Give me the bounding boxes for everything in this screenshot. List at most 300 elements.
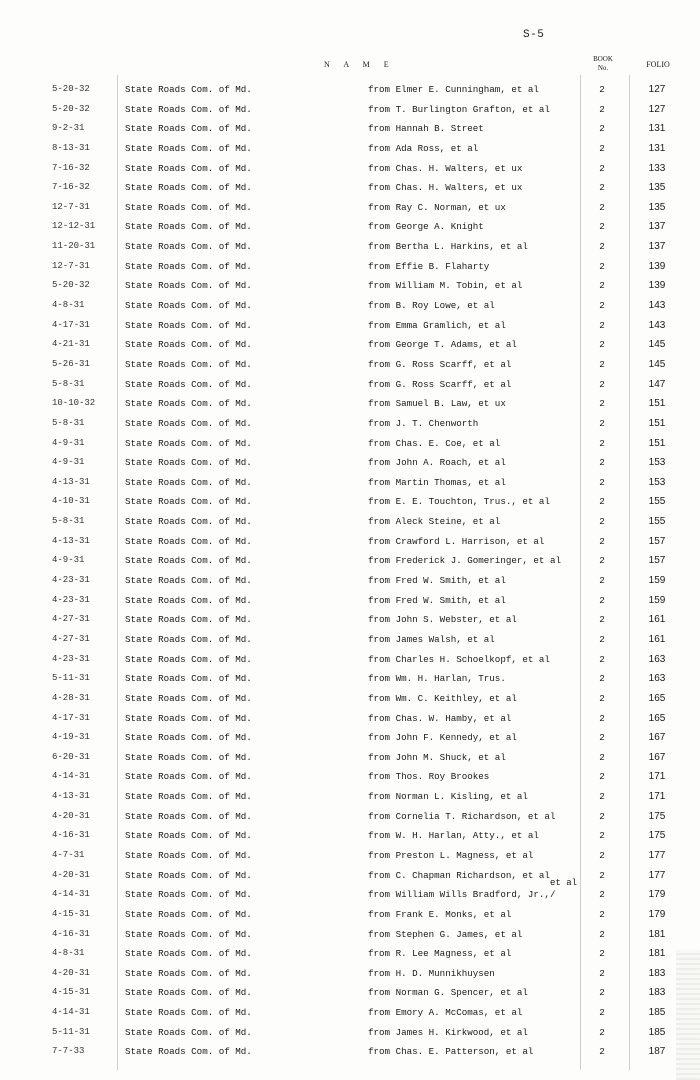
entry-grantee: State Roads Com. of Md. [125, 535, 252, 547]
entry-date: 4-21-31 [52, 339, 90, 350]
entry-grantor: from Bertha L. Harkins, et al [368, 241, 528, 253]
entry-grantee: State Roads Com. of Md. [125, 417, 252, 429]
entry-book-number: 2 [599, 712, 605, 724]
entry-book-number: 2 [599, 201, 605, 213]
entry-grantor: from John M. Shuck, et al [368, 751, 506, 763]
entry-folio-number: 145 [648, 358, 666, 370]
entry-grantor: from B. Roy Lowe, et al [368, 300, 495, 312]
entry-grantor: from James Walsh, et al [368, 633, 495, 645]
entry-grantee: State Roads Com. of Md. [125, 142, 252, 154]
entry-grantor: from Aleck Steine, et al [368, 516, 501, 528]
index-row [0, 767, 700, 787]
entry-folio-number: 137 [648, 241, 666, 253]
entry-folio-number: 133 [648, 162, 666, 174]
entry-grantor: from Elmer E. Cunningham, et al [368, 84, 539, 95]
entry-grantee: State Roads Com. of Md. [125, 182, 252, 194]
entry-book-number: 2 [599, 339, 605, 351]
entry-grantor: from Hannah B. Street [368, 123, 484, 135]
entry-grantee: State Roads Com. of Md. [125, 201, 252, 213]
entry-folio-number: 143 [648, 300, 666, 312]
entry-grantor: from Norman L. Kisling, et al [368, 791, 528, 803]
index-row [0, 198, 700, 218]
entry-grantee: State Roads Com. of Md. [125, 673, 252, 685]
index-row [0, 591, 700, 611]
entry-grantor: from George T. Adams, et al [368, 339, 517, 351]
entry-grantor: from Frederick J. Gomeringer, et al [368, 555, 561, 567]
entry-date: 5-8-31 [52, 378, 85, 389]
entry-folio-number: 163 [648, 653, 666, 665]
entry-grantor: from John S. Webster, et al [368, 614, 517, 626]
entry-folio-number: 183 [648, 987, 666, 999]
entry-book-number: 2 [599, 457, 605, 469]
entry-grantee: State Roads Com. of Md. [125, 948, 252, 960]
entry-folio-number: 151 [648, 398, 666, 410]
index-row [0, 709, 700, 729]
entry-grantee: State Roads Com. of Md. [125, 732, 252, 744]
index-row [0, 925, 700, 945]
entry-grantee: State Roads Com. of Md. [125, 398, 252, 410]
entry-book-number: 2 [599, 791, 605, 803]
entry-grantor: from Martin Thomas, et al [368, 476, 506, 488]
entry-grantor: from C. Chapman Richardson, et al [368, 869, 550, 881]
entry-grantor: from J. T. Chenworth [368, 417, 479, 429]
entry-date: 10-10-32 [52, 398, 96, 409]
entry-grantee: State Roads Com. of Md. [125, 358, 252, 370]
entry-book-number: 2 [599, 751, 605, 763]
entry-grantor: from James H. Kirkwood, et al [368, 1026, 528, 1038]
entry-date: 12-7-31 [52, 260, 90, 271]
index-row [0, 905, 700, 925]
entry-grantor: from Emma Gramlich, et al [368, 319, 506, 331]
entry-book-number: 2 [599, 555, 605, 567]
entry-date: 4-20-31 [52, 810, 90, 821]
entry-book-number: 2 [599, 535, 605, 547]
folio-column-header: FOLIO [646, 60, 670, 69]
entry-grantee: State Roads Com. of Md. [125, 516, 252, 528]
entry-grantor: from T. Burlington Grafton, et al [368, 103, 550, 115]
index-row [0, 335, 700, 355]
entry-date: 5-8-31 [52, 516, 85, 527]
entry-grantee: State Roads Com. of Md. [125, 810, 252, 822]
index-row [0, 276, 700, 296]
entry-book-number: 2 [599, 1046, 605, 1058]
index-row [0, 787, 700, 807]
index-row [0, 964, 700, 984]
entry-date: 12-12-31 [52, 221, 96, 232]
entry-grantee: State Roads Com. of Md. [125, 1046, 252, 1058]
entry-grantee: State Roads Com. of Md. [125, 378, 252, 390]
entry-grantee: State Roads Com. of Md. [125, 437, 252, 449]
entry-note: et al [550, 878, 578, 889]
index-row [0, 878, 700, 905]
entry-date: 4-23-31 [52, 653, 90, 664]
entry-date: 4-20-31 [52, 967, 90, 978]
entry-date: 7-16-32 [52, 182, 90, 193]
entry-grantor: from William Wills Bradford, Jr.,/ [368, 889, 556, 901]
entry-folio-number: 127 [648, 84, 666, 95]
entry-grantor: from George A. Knight [368, 221, 484, 233]
entry-date: 4-20-31 [52, 869, 90, 880]
entry-folio-number: 159 [648, 575, 666, 587]
entry-folio-number: 137 [648, 221, 666, 233]
index-row [0, 375, 700, 395]
entry-folio-number: 151 [648, 417, 666, 429]
entry-grantor: from Chas. H. Walters, et ux [368, 162, 523, 174]
index-row [0, 650, 700, 670]
entry-date: 4-13-31 [52, 535, 90, 546]
entry-grantee: State Roads Com. of Md. [125, 575, 252, 587]
entry-grantor: from Thos. Roy Brookes [368, 771, 490, 783]
entry-grantee: State Roads Com. of Md. [125, 241, 252, 253]
entry-grantee: State Roads Com. of Md. [125, 280, 252, 292]
index-row [0, 237, 700, 257]
index-row [0, 139, 700, 159]
entry-folio-number: 131 [648, 123, 666, 135]
entry-grantor: from Stephen G. James, et al [368, 928, 523, 940]
entry-folio-number: 179 [648, 908, 666, 920]
entry-date: 4-27-31 [52, 633, 90, 644]
entry-book-number: 2 [599, 849, 605, 861]
entry-book-number: 2 [599, 319, 605, 331]
index-row [0, 434, 700, 454]
entry-folio-number: 181 [648, 928, 666, 940]
entry-book-number: 2 [599, 516, 605, 528]
entry-grantee: State Roads Com. of Md. [125, 1007, 252, 1019]
entry-folio-number: 161 [648, 633, 666, 645]
entry-book-number: 2 [599, 358, 605, 370]
entry-folio-number: 143 [648, 319, 666, 331]
entry-book-number: 2 [599, 928, 605, 940]
entry-grantor: from Cornelia T. Richardson, et al [368, 810, 556, 822]
entry-date: 4-15-31 [52, 987, 90, 998]
entry-grantee: State Roads Com. of Md. [125, 791, 252, 803]
entry-folio-number: 139 [648, 260, 666, 272]
entry-date: 12-7-31 [52, 201, 90, 212]
entry-book-number: 2 [599, 633, 605, 645]
entry-date: 5-20-32 [52, 280, 90, 291]
entry-date: 4-8-31 [52, 948, 85, 959]
index-row [0, 414, 700, 434]
entry-folio-number: 175 [648, 830, 666, 842]
book-header-line1: BOOK [593, 55, 613, 63]
entry-date: 7-16-32 [52, 162, 90, 173]
entry-grantee: State Roads Com. of Md. [125, 869, 252, 881]
entry-book-number: 2 [599, 967, 605, 979]
book-header-line2: No. [597, 64, 609, 72]
entry-folio-number: 177 [648, 849, 666, 861]
entry-date: 6-20-31 [52, 751, 90, 762]
entry-grantee: State Roads Com. of Md. [125, 751, 252, 763]
entry-grantee: State Roads Com. of Md. [125, 712, 252, 724]
entry-book-number: 2 [599, 908, 605, 920]
entry-book-number: 2 [599, 732, 605, 744]
entry-book-number: 2 [599, 84, 605, 95]
entry-date: 4-14-31 [52, 771, 90, 782]
entry-book-number: 2 [599, 889, 605, 901]
entry-folio-number: 185 [648, 1007, 666, 1019]
entry-book-number: 2 [599, 771, 605, 783]
entry-grantor: from R. Lee Magness, et al [368, 948, 512, 960]
entry-folio-number: 153 [648, 476, 666, 488]
page-number: S-5 [523, 29, 545, 41]
entry-date: 4-16-31 [52, 830, 90, 841]
entry-date: 4-17-31 [52, 319, 90, 330]
entry-book-number: 2 [599, 594, 605, 606]
entry-book-number: 2 [599, 1007, 605, 1019]
entry-folio-number: 183 [648, 967, 666, 979]
entry-folio-number: 159 [648, 594, 666, 606]
entry-grantee: State Roads Com. of Md. [125, 339, 252, 351]
entry-folio-number: 153 [648, 457, 666, 469]
entry-date: 5-20-32 [52, 84, 90, 94]
entry-book-number: 2 [599, 221, 605, 233]
entry-grantor: from G. Ross Scarff, et al [368, 378, 512, 390]
entry-folio-number: 157 [648, 555, 666, 567]
index-row [0, 826, 700, 846]
entry-grantee: State Roads Com. of Md. [125, 457, 252, 469]
entry-date: 4-28-31 [52, 692, 90, 703]
entry-book-number: 2 [599, 260, 605, 272]
entry-date: 4-14-31 [52, 889, 90, 900]
index-entries [0, 80, 700, 1062]
entry-grantee: State Roads Com. of Md. [125, 123, 252, 135]
index-row [0, 669, 700, 689]
entry-date: 5-11-31 [52, 1026, 90, 1037]
entry-folio-number: 187 [648, 1046, 666, 1058]
index-row [0, 159, 700, 179]
index-row [0, 119, 700, 139]
entry-book-number: 2 [599, 182, 605, 194]
entry-book-number: 2 [599, 830, 605, 842]
entry-book-number: 2 [599, 162, 605, 174]
entry-date: 4-14-31 [52, 1007, 90, 1018]
index-row [0, 1042, 700, 1062]
entry-grantor: from Norman G. Spencer, et al [368, 987, 528, 999]
entry-folio-number: 127 [648, 103, 666, 115]
entry-grantor: from Wm. H. Harlan, Trus. [368, 673, 506, 685]
index-row [0, 80, 700, 100]
entry-date: 5-20-32 [52, 103, 90, 114]
entry-grantor: from William M. Tobin, et al [368, 280, 523, 292]
index-row [0, 689, 700, 709]
entry-grantee: State Roads Com. of Md. [125, 614, 252, 626]
entry-folio-number: 161 [648, 614, 666, 626]
entry-book-number: 2 [599, 987, 605, 999]
entry-grantee: State Roads Com. of Md. [125, 889, 252, 901]
index-row [0, 983, 700, 1003]
entry-folio-number: 139 [648, 280, 666, 292]
entry-date: 4-17-31 [52, 712, 90, 723]
entry-date: 4-9-31 [52, 437, 85, 448]
entry-folio-number: 155 [648, 516, 666, 528]
book-column-header [586, 55, 620, 73]
entry-grantor: from John A. Roach, et al [368, 457, 506, 469]
entry-book-number: 2 [599, 123, 605, 135]
entry-book-number: 2 [599, 614, 605, 626]
entry-folio-number: 147 [648, 378, 666, 390]
entry-book-number: 2 [599, 869, 605, 881]
index-row [0, 866, 700, 889]
entry-folio-number: 179 [648, 889, 666, 901]
entry-book-number: 2 [599, 280, 605, 292]
entry-grantee: State Roads Com. of Md. [125, 653, 252, 665]
index-row [0, 846, 700, 866]
entry-grantor: from Effie B. Flaharty [368, 260, 490, 272]
entry-folio-number: 135 [648, 182, 666, 194]
index-row [0, 1023, 700, 1043]
entry-book-number: 2 [599, 417, 605, 429]
index-row [0, 492, 700, 512]
entry-date: 4-9-31 [52, 555, 85, 566]
entry-folio-number: 171 [648, 791, 666, 803]
index-row [0, 748, 700, 768]
index-row [0, 257, 700, 277]
index-row [0, 512, 700, 532]
entry-date: 8-13-31 [52, 142, 90, 153]
index-row [0, 1003, 700, 1023]
entry-grantee: State Roads Com. of Md. [125, 849, 252, 861]
entry-grantee: State Roads Com. of Md. [125, 319, 252, 331]
entry-grantor: from Chas. W. Hamby, et al [368, 712, 512, 724]
entry-grantor: from E. E. Touchton, Trus., et al [368, 496, 550, 508]
entry-grantee: State Roads Com. of Md. [125, 908, 252, 920]
entry-grantor: from Charles H. Schoelkopf, et al [368, 653, 550, 665]
entry-folio-number: 157 [648, 535, 666, 547]
entry-date: 5-8-31 [52, 417, 85, 428]
index-row [0, 571, 700, 591]
entry-date: 11-20-31 [52, 241, 96, 252]
entry-grantee: State Roads Com. of Md. [125, 260, 252, 272]
entry-grantor: from Crawford L. Harrison, et al [368, 535, 545, 547]
entry-date: 4-7-31 [52, 849, 85, 860]
entry-grantee: State Roads Com. of Md. [125, 300, 252, 312]
entry-grantee: State Roads Com. of Md. [125, 162, 252, 174]
entry-date: 4-9-31 [52, 457, 85, 468]
entry-date: 4-23-31 [52, 575, 90, 586]
entry-date: 4-10-31 [52, 496, 90, 507]
entry-grantee: State Roads Com. of Md. [125, 967, 252, 979]
entry-date: 4-13-31 [52, 476, 90, 487]
entry-folio-number: 165 [648, 692, 666, 704]
entry-grantee: State Roads Com. of Md. [125, 221, 252, 233]
entry-date: 4-15-31 [52, 908, 90, 919]
entry-date: 5-26-31 [52, 358, 90, 369]
entry-grantor: from Emory A. McComas, et al [368, 1007, 523, 1019]
index-row [0, 296, 700, 316]
entry-book-number: 2 [599, 575, 605, 587]
entry-grantee: State Roads Com. of Md. [125, 928, 252, 940]
entry-grantor: from Fred W. Smith, et al [368, 594, 506, 606]
entry-folio-number: 167 [648, 732, 666, 744]
entry-date: 4-19-31 [52, 732, 90, 743]
entry-grantor: from H. D. Munnikhuysen [368, 967, 495, 979]
entry-folio-number: 145 [648, 339, 666, 351]
entry-grantor: from Samuel B. Law, et ux [368, 398, 506, 410]
index-row [0, 610, 700, 630]
entry-folio-number: 131 [648, 142, 666, 154]
index-row [0, 551, 700, 571]
entry-grantee: State Roads Com. of Md. [125, 496, 252, 508]
index-row [0, 178, 700, 198]
entry-grantor: from Ray C. Norman, et ux [368, 201, 506, 213]
entry-date: 4-13-31 [52, 791, 90, 802]
entry-date: 5-11-31 [52, 673, 90, 684]
index-row [0, 807, 700, 827]
entry-grantor: from Chas. E. Patterson, et al [368, 1046, 534, 1058]
entry-grantor: from Fred W. Smith, et al [368, 575, 506, 587]
index-row [0, 944, 700, 964]
entry-book-number: 2 [599, 810, 605, 822]
entry-grantee: State Roads Com. of Md. [125, 692, 252, 704]
entry-grantee: State Roads Com. of Md. [125, 555, 252, 567]
entry-book-number: 2 [599, 692, 605, 704]
entry-book-number: 2 [599, 948, 605, 960]
entry-date: 9-2-31 [52, 123, 85, 134]
entry-grantor: from Chas. H. Walters, et ux [368, 182, 523, 194]
entry-folio-number: 151 [648, 437, 666, 449]
entry-book-number: 2 [599, 496, 605, 508]
index-row [0, 355, 700, 375]
entry-book-number: 2 [599, 378, 605, 390]
entry-book-number: 2 [599, 437, 605, 449]
entry-folio-number: 181 [648, 948, 666, 960]
entry-book-number: 2 [599, 673, 605, 685]
index-row [0, 453, 700, 473]
entry-folio-number: 175 [648, 810, 666, 822]
entry-book-number: 2 [599, 653, 605, 665]
entry-grantor: from John F. Kennedy, et al [368, 732, 517, 744]
name-column-header: N A M E [324, 60, 395, 69]
index-row [0, 394, 700, 414]
entry-folio-number: 171 [648, 771, 666, 783]
index-row [0, 473, 700, 493]
entry-grantor: from Ada Ross, et al [368, 142, 479, 154]
entry-grantee: State Roads Com. of Md. [125, 103, 252, 115]
entry-folio-number: 155 [648, 496, 666, 508]
entry-date: 4-23-31 [52, 594, 90, 605]
entry-folio-number: 165 [648, 712, 666, 724]
entry-grantee: State Roads Com. of Md. [125, 830, 252, 842]
entry-folio-number: 167 [648, 751, 666, 763]
entry-grantor: from W. H. Harlan, Atty., et al [368, 830, 539, 842]
index-row [0, 630, 700, 650]
entry-grantee: State Roads Com. of Md. [125, 84, 252, 95]
entry-grantee: State Roads Com. of Md. [125, 594, 252, 606]
entry-book-number: 2 [599, 241, 605, 253]
entry-grantee: State Roads Com. of Md. [125, 987, 252, 999]
entry-grantee: State Roads Com. of Md. [125, 633, 252, 645]
entry-grantor: from Preston L. Magness, et al [368, 849, 534, 861]
entry-folio-number: 163 [648, 673, 666, 685]
index-row [0, 217, 700, 237]
entry-book-number: 2 [599, 142, 605, 154]
entry-grantor: from Wm. C. Keithley, et al [368, 692, 517, 704]
index-row [0, 316, 700, 336]
entry-folio-number: 177 [648, 869, 666, 881]
entry-grantee: State Roads Com. of Md. [125, 476, 252, 488]
entry-grantee: State Roads Com. of Md. [125, 1026, 252, 1038]
entry-grantor: from Chas. E. Coe, et al [368, 437, 501, 449]
entry-book-number: 2 [599, 1026, 605, 1038]
entry-book-number: 2 [599, 476, 605, 488]
entry-folio-number: 135 [648, 201, 666, 213]
entry-date: 4-16-31 [52, 928, 90, 939]
entry-date: 4-8-31 [52, 300, 85, 311]
entry-book-number: 2 [599, 300, 605, 312]
entry-grantor: from G. Ross Scarff, et al [368, 358, 512, 370]
index-row [0, 532, 700, 552]
entry-date: 4-27-31 [52, 614, 90, 625]
